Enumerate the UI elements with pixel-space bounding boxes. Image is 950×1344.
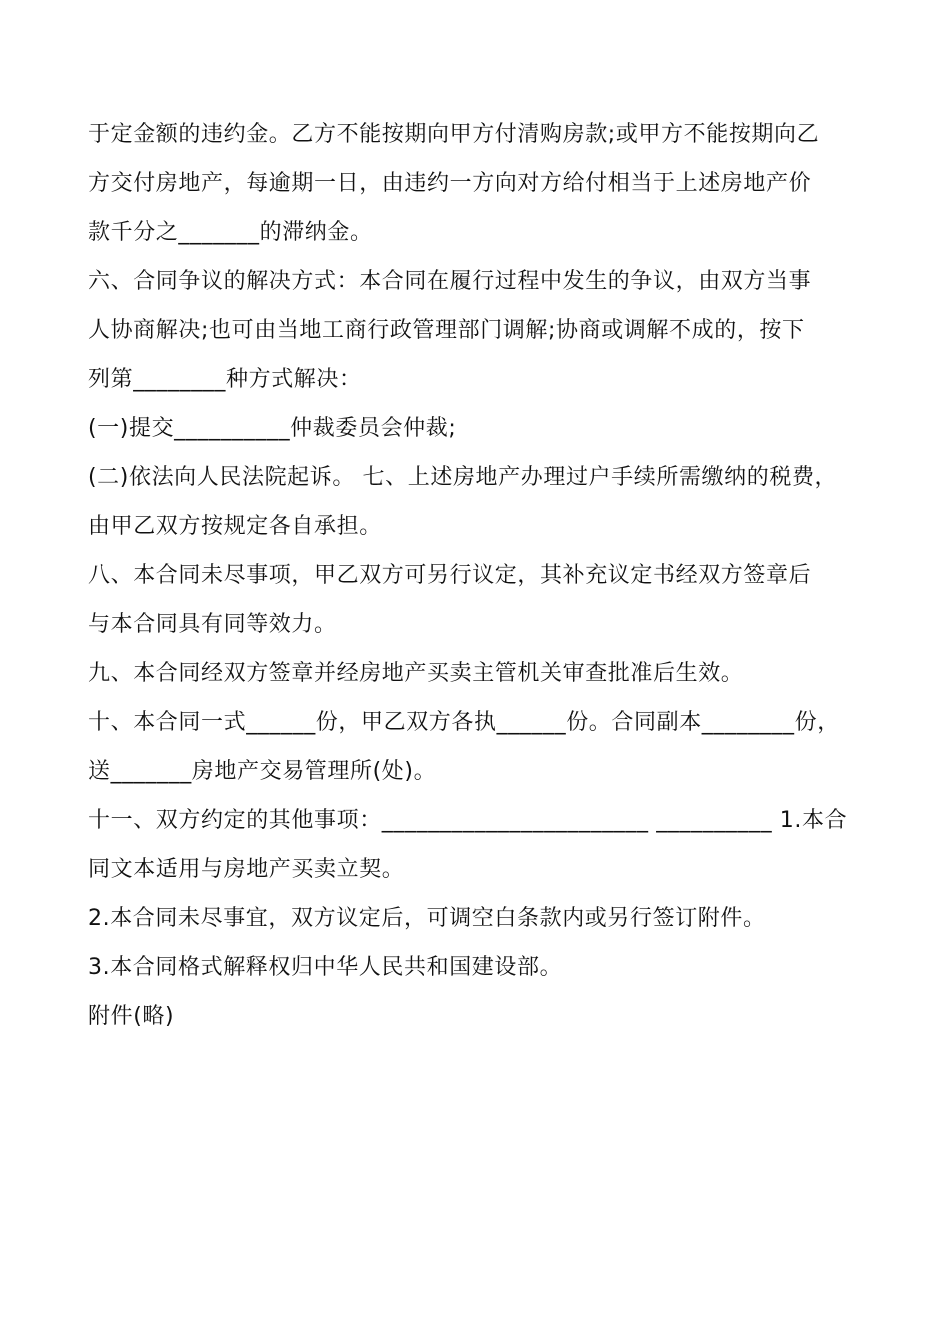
text-line: 九、本合同经双方签章并经房地产买卖主管机关审查批准后生效。 bbox=[88, 661, 744, 686]
text-line: 方交付房地产，每逾期一日，由违约一方向对方给付相当于上述房地产价 bbox=[88, 171, 812, 196]
text-line: 十、本合同一式______份，甲乙双方各执______份。合同副本________份， bbox=[88, 710, 840, 735]
text-line: 八、本合同未尽事项，甲乙双方可另行议定，其补充议定书经双方签章后 bbox=[88, 563, 812, 588]
text-line: 人协商解决;也可由当地工商行政管理部门调解;协商或调解不成的，按下 bbox=[88, 318, 805, 343]
text-line: 六、合同争议的解决方式：本合同在履行过程中发生的争议，由双方当事 bbox=[88, 269, 812, 294]
paragraph-note-2 bbox=[88, 894, 863, 943]
text-line: 2.本合同未尽事宜，双方议定后，可调空白条款内或另行签订附件。 bbox=[88, 906, 766, 931]
paragraph-attachment bbox=[88, 992, 863, 1041]
text-line: 3.本合同格式解释权归中华人民共和国建设部。 bbox=[88, 955, 563, 980]
paragraph-supplement bbox=[88, 551, 863, 649]
text-line: 与本合同具有同等效力。 bbox=[88, 612, 337, 637]
text-line: 于定金额的违约金。乙方不能按期向甲方付清购房款;或甲方不能按期向乙 bbox=[88, 122, 820, 147]
document-body bbox=[88, 110, 863, 1041]
paragraph-effective bbox=[88, 649, 863, 698]
text-line: 送_______房地产交易管理所(处)。 bbox=[88, 759, 437, 784]
paragraph-note-3 bbox=[88, 943, 863, 992]
text-line: (一)提交__________仲裁委员会仲裁; bbox=[88, 416, 457, 441]
text-line: 十一、双方约定的其他事项：_______________________ __________ 1.本合 bbox=[88, 808, 848, 833]
text-line: 同文本适用与房地产买卖立契。 bbox=[88, 857, 405, 882]
text-line: 列第________种方式解决： bbox=[88, 367, 362, 392]
paragraph-other-matters bbox=[88, 796, 863, 894]
text-line: (二)依法向人民法院起诉。 七、上述房地产办理过户手续所需缴纳的税费， bbox=[88, 465, 838, 490]
paragraph-arbitration-option bbox=[88, 404, 863, 453]
paragraph-dispute-resolution bbox=[88, 257, 863, 404]
paragraph-court-option bbox=[88, 453, 863, 551]
paragraph-copies bbox=[88, 698, 863, 796]
paragraph-penalty bbox=[88, 110, 863, 257]
text-line: 由甲乙双方按规定各自承担。 bbox=[88, 514, 382, 539]
text-line: 附件(略) bbox=[88, 1004, 175, 1029]
text-line: 款千分之_______的滞纳金。 bbox=[88, 220, 373, 245]
